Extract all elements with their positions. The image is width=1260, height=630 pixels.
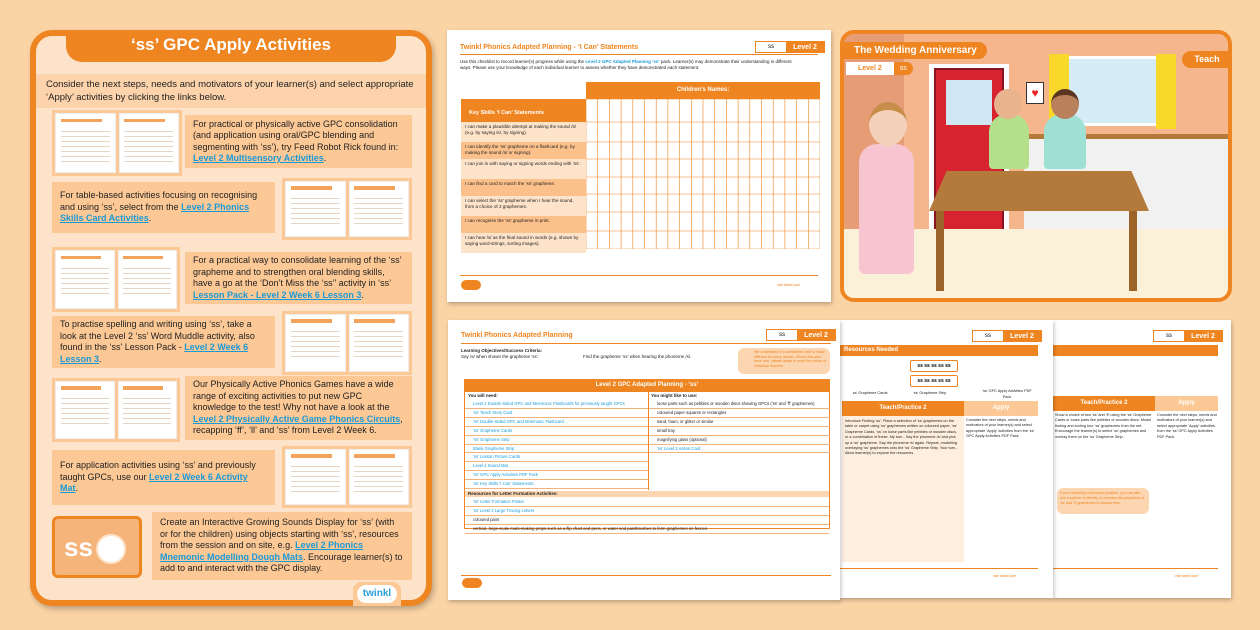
- names-header: Children’s Names:: [586, 82, 820, 99]
- resources-table: You will need: Level 2 Double-Sided GPC and Mnemonic Flashcards for previously taught GPCs ‘ss’ Teach Story Card ‘ss’ Double-Sided GPC and Mnemonic Flashcard ‘ss’ Grapheme Cards ‘ss’ Grapheme Strip Blank Grapheme Strip ‘ss’ Lesson Picture Cards Level 2 Sound Mat ‘ss’ GPC Apply Activities PDF Pack ‘ss’ Key Skills ‘I Can’ Statements You might like to use: loose parts such as pebbles or wooden discs showing GPCs (‘ss’ and ‘ff’ graphemes) coloured paper squares or rectangles sand, foam, or glitter or similar small tray magnifying glass (optional) ‘ss’ Level 2 Action Card Resources for Letter Formation Activities: ‘ss’ Letter Formation Poster ‘ss’ Level 2 Large Tracing Letters coloured paint vertical, large-scale mark-making props such as a flip chart and pens, or water and paintbrushes to form graphemes on fences.: [464, 391, 830, 529]
- heart-card: ♥: [1026, 82, 1044, 104]
- panel-intro: Consider the next steps, needs and motivators of your learner(s) and select appropriate ‘Apply’ activities by clicking the links below.: [36, 74, 426, 108]
- boy: [989, 114, 1029, 169]
- doc-title: Twinkl Phonics Adapted Planning - ‘I Can’ Statements: [460, 44, 639, 51]
- story-scene: [840, 30, 1232, 302]
- activity-description: For application activities using ‘ss’ and previously taught GPCs, use our Level 2 Week 6 Activity Mat.: [52, 450, 275, 505]
- resource-item[interactable]: vertical, large-scale mark-making props such as a flip chart and pens, or water and paintbrushes to form graphemes on fences.: [465, 525, 829, 534]
- resource-item[interactable]: ‘ss’ Grapheme Strip: [465, 436, 648, 445]
- footer-url[interactable]: visit twinkl.com: [993, 574, 1017, 578]
- resource-item[interactable]: ‘ss’ Letter Formation Poster: [465, 498, 829, 507]
- doc-title: Twinkl Phonics Adapted Planning: [461, 332, 573, 339]
- ican-statements-page: [447, 30, 831, 302]
- resource-item[interactable]: ‘ss’ Level 2 Large Tracing Letters: [465, 507, 829, 516]
- level-tag: ss Level 2: [766, 329, 836, 341]
- statement-row: I can hear /s/ as the final sound in words (e.g. shown by saying word-strings, sorting images).: [461, 233, 586, 253]
- resource-item: sand, foam, or glitter or similar: [649, 418, 830, 427]
- apply-activities-panel: [30, 30, 432, 606]
- statement-row: I can select the ‘ss’ grapheme when I hear the sound, from a choice of 2 graphemes.: [461, 196, 586, 216]
- resource-item[interactable]: ‘ss’ Grapheme Cards: [465, 427, 648, 436]
- resource-item[interactable]: ‘ss’ Key Skills ‘I Can’ Statements: [465, 480, 648, 489]
- scene-title: The Wedding Anniversary: [844, 42, 987, 59]
- activity-thumbnail[interactable]: [52, 516, 142, 578]
- teach-practice-page-2: ss Level 2 Teach/Practice 2 Apply Show a choice of two ‘ss’ and ‘ff’ using the ‘ss’ Grapheme Cards or loose parts like pebbles or wooden discs. Model finding and sorting four ‘ss’ graphemes from the set. Encourage the learner(s) to select ‘ss’ graphemes and overlay them on the ‘ss’ Grapheme Strip. If your learner(s) need more practice, you can also use a spinner to identify or increase the proportion of ‘ss’ and ‘ff’ graphemes to choose from. Consider the next steps, needs and motivators of your learner(s) and select appropriate ‘Apply’ activities from the ‘ss’ GPC Apply Activities PDF Pack. visit twinkl.com: [1053, 320, 1231, 598]
- table: [929, 171, 1149, 211]
- resource-item[interactable]: Level 2 Sound Mat: [465, 462, 648, 471]
- character-avatar: [96, 534, 126, 564]
- statement-row: I can make a plausible attempt at making the sound /s/ (e.g. by saying /s/, by signing).: [461, 122, 586, 142]
- activity-description: For table-based activities focusing on recognising and using ‘ss’, select from the Level 2 Phonics Skills Card Activities.: [52, 182, 275, 233]
- resource-item[interactable]: Blank Grapheme Strip: [465, 445, 648, 454]
- activity-description: For a practical way to consolidate learning of the ‘ss’ grapheme and to strengthen oral blending skills, have a go at the ‘Don’t Miss the ‘ss’’ activity in ‘ss’ Lesson Pack - Level 2 Week 6 Lesson 3.: [185, 252, 412, 304]
- activity-thumbnail[interactable]: [282, 446, 412, 508]
- resources-header: Resources Needed: [838, 345, 1038, 356]
- grapheme-strip: ss ss ss ss ss: [910, 360, 958, 372]
- table-title: Level 2 GPC Adapted Planning - ‘ss’: [464, 379, 830, 391]
- doc-intro: Use this checklist to record learner(s) progress while using the Level 2 GPC Adapted Planning ‘ss’ pack. Learner(s) may demonstrate their understanding in different ways. Please use your knowledge of each individual learner to assess whether they have demonstrated each statement.: [460, 59, 792, 70]
- resource-item[interactable]: coloured paint: [465, 516, 829, 525]
- activity-link[interactable]: Level 2 Week 6 Lesson 3: [60, 342, 249, 364]
- level-tag: ss Level 2: [755, 41, 825, 53]
- resource-item: magnifying glass (optional): [649, 436, 830, 445]
- activity-link[interactable]: Level 2 Phonics Skills Card Activities: [60, 201, 250, 224]
- twinkl-logo: twinkl: [353, 582, 401, 606]
- woman: [859, 144, 914, 274]
- footer-url[interactable]: visit twinkl.com: [777, 283, 801, 287]
- activity-description: To practise spelling and writing using ‘ss’, take a look at the Level 2 ‘ss’ Word Muddle activity, also found in the ‘ss’ Lesson Pack - Level 2 Week 6 Lesson 3.: [52, 316, 275, 368]
- activity-link[interactable]: Level 2 Phonics Mnemonic Modelling Dough Mats: [160, 540, 364, 562]
- activity-link[interactable]: Level 2 Week 6 Activity Mat: [60, 471, 248, 494]
- activity-thumbnail[interactable]: [282, 178, 412, 240]
- level-tag: ss Level 2: [972, 330, 1042, 342]
- girl: [1044, 114, 1086, 169]
- activity-thumbnail[interactable]: [52, 110, 182, 176]
- activity-description: For practical or physically active GPC consolidation (and application using oral/GPC blending and segmenting with ‘ss’), try Feed Robot Rick found in: Level 2 Multisensory Activities.: [185, 115, 412, 168]
- activity-thumbnail[interactable]: [52, 247, 180, 312]
- resource-item: small tray: [649, 427, 830, 436]
- resource-item: loose parts such as pebbles or wooden discs showing GPCs (‘ss’ and ‘ff’ graphemes): [649, 400, 830, 409]
- activity-link[interactable]: Level 2 Multisensory Activities: [193, 153, 324, 163]
- scene-level-tag: Level 2 ss: [846, 62, 913, 75]
- panel-title: ‘ss’ GPC Apply Activities: [66, 30, 396, 62]
- statement-row: I can recognise the ‘ss’ grapheme in print.: [461, 216, 586, 233]
- activity-link[interactable]: Level 2 Physically Active Game Phonics Circuits: [193, 413, 401, 424]
- resource-item[interactable]: ‘ss’ Double-Sided GPC and Mnemonic Flashcard: [465, 418, 648, 427]
- activity-thumbnail[interactable]: [52, 378, 180, 442]
- statement-row: I can find a card to match the ‘ss’ grapheme.: [461, 179, 586, 196]
- skills-header: Key Skills ‘I Can’ Statements: [461, 99, 586, 122]
- adapted-planning-page: Twinkl Phonics Adapted Planning ss Level 2 Learning Objectives/Success Criteria: Say /s/ when shown the grapheme ‘ss’. Find the grapheme ‘ss’ when hearing the phoneme /s/. We understand it is sometimes hard to make different for every learner. Where this plan uses ‘sss’, please adapt to meet the needs of individual learners. Level 2 GPC Adapted Planning - ‘ss’ You will need: Level 2 Double-Sided GPC and Mnemonic Flashcards for previously taught GPCs ‘ss’ Teach Story Card ‘ss’ Double-Sided GPC and Mnemonic Flashcard ‘ss’ Grapheme Cards ‘ss’ Grapheme Strip Blank Grapheme Strip ‘ss’ Lesson Picture Cards Level 2 Sound Mat ‘ss’ GPC Apply Activities PDF Pack ‘ss’ Key Skills ‘I Can’ Statements You might like to use: loose parts such as pebbles or wooden discs showing GPCs (‘ss’ and ‘ff’ graphemes) coloured paper squares or rectangles sand, foam, or glitter or similar small tray magnifying glass (optional) ‘ss’ Level 2 Action Card Resources for Letter Formation Activities: ‘ss’ Letter Formation Poster ‘ss’ Level 2 Large Tracing Letters coloured paint vertical, large-scale mark-making props such as a flip chart and pens, or water and paintbrushes to form graphemes on fences.: [448, 320, 840, 600]
- resource-item[interactable]: ‘ss’ Teach Story Card: [465, 409, 648, 418]
- intro-link[interactable]: Level 2 GPC Adapted Planning ‘ss’: [585, 59, 660, 64]
- twinkl-logo: [462, 578, 482, 588]
- names-grid[interactable]: [586, 99, 820, 249]
- resource-item[interactable]: ‘ss’ Lesson Picture Cards: [465, 453, 648, 462]
- resource-item[interactable]: ‘ss’ GPC Apply Activities PDF Pack: [465, 471, 648, 480]
- activity-description: Our Physically Active Phonics Games have a wide range of exciting activities to put new GPC knowledge to the test! Why not have a look at the Level 2 Physically Active Game Phonics Circuits, recapping ‘ff’, ‘ll’ and ‘ss’ from Level 2 Week 6.: [185, 376, 412, 440]
- activity-description: Create an Interactive Growing Sounds Display for ‘ss’ (with or for the children) using objects starting with ‘ss’, resources from the session and on site, e.g. Level 2 Phonics Mnemonic Modelling Dough Mats. Encourage learner(s) to add to and interact with the GPC display.: [152, 512, 412, 580]
- activity-link[interactable]: Lesson Pack - Level 2 Week 6 Lesson 3: [193, 289, 362, 300]
- statement-row: I can join in with saying or signing words ending with ‘ss’.: [461, 159, 586, 179]
- adaptation-note: We understand it is sometimes hard to make different for every learner. Where this plan uses ‘sss’, please adapt to meet the needs of individual learners.: [738, 348, 830, 374]
- statement-row: I can identify the ‘ss’ grapheme on a flashcard (e.g. by making the sound /s/ or signing).: [461, 142, 586, 159]
- window: [1064, 56, 1164, 126]
- resource-item: ‘ss’ Level 2 Action Card: [649, 445, 830, 454]
- display-thumb-text: ss: [64, 532, 93, 562]
- resource-item: coloured paper squares or rectangles: [649, 409, 830, 418]
- teach-badge[interactable]: Teach: [1182, 51, 1232, 68]
- twinkl-logo: [461, 280, 481, 290]
- resource-item[interactable]: Level 2 Double-Sided GPC and Mnemonic Flashcards for previously taught GPCs: [465, 400, 648, 409]
- footer-url[interactable]: visit twinkl.com: [1175, 574, 1199, 578]
- level-tag: ss Level 2: [1153, 330, 1223, 342]
- teach-practice-page: ss Level 2 Resources Needed ‘ss’ Grapheme Cards ss ss ss ss ss ss ss ss ss ss ‘ss’ Grapheme Strip ‘ss’ GPC Apply Activities PDF Pack Teach/Practice 2 Apply Introduce Finding ‘ss’. Place a selection of ‘ss’ graphemes on the table or carpet using ‘ss’ graphemes written on coloured paper, ‘ss’ Grapheme Cards, ‘ss’ on loose parts like pebbles or wooden discs, or a combination of these. My turn - Say the phoneme /s/ and pick up a ‘ss’ grapheme. Say the phoneme /s/ again. Repeat, modelling overlaying ‘ss’ graphemes onto the ‘ss’ Grapheme Strip. Your turn - Allow learner(s) to explore the resources. Consider the next steps, needs and motivators of your learner(s) and select appropriate ‘Apply’ activities from the ‘ss’ GPC Apply Activities PDF Pack. visit twinkl.com: [838, 320, 1053, 598]
- activity-thumbnail[interactable]: [282, 311, 412, 375]
